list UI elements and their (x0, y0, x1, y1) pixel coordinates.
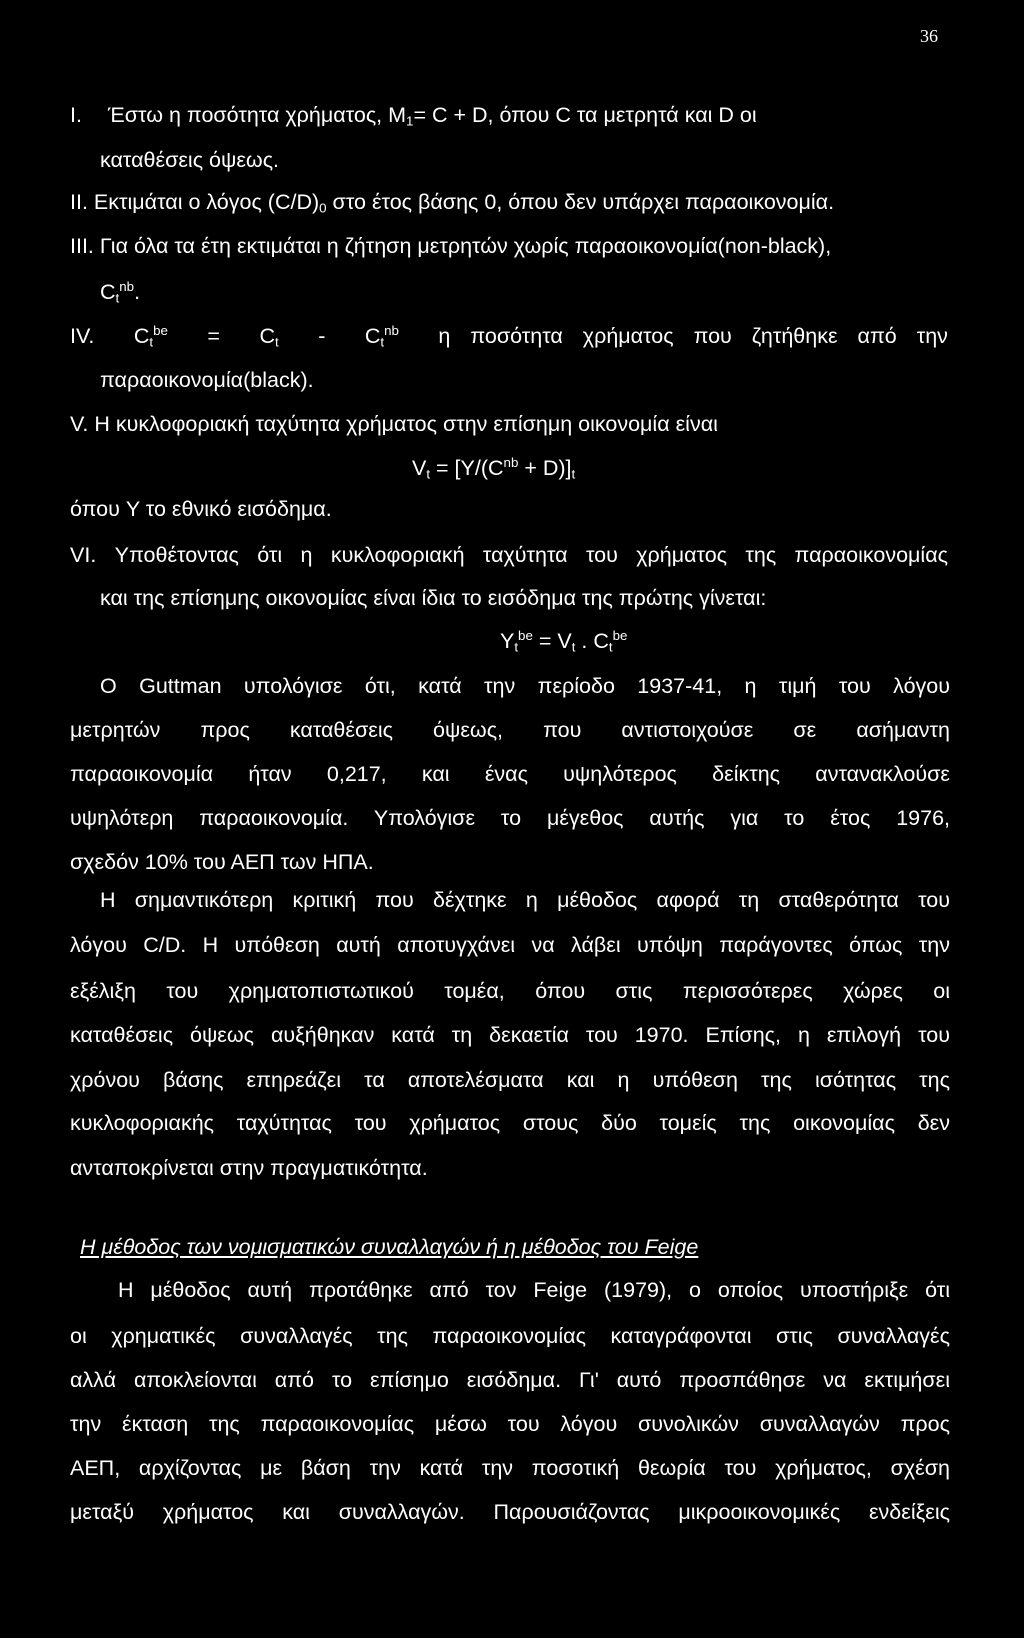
list-item-5-line-2: όπου Y το εθνικό εισόδημα. (70, 497, 332, 521)
list-item-text: η ποσότητα χρήματος που ζητήθηκε από την (438, 324, 948, 348)
symbol-ct (259, 326, 278, 348)
symbol-ct-nb (364, 323, 399, 350)
subscript: t (571, 639, 576, 655)
paragraph-3-line: αλλά αποκλείονται από το επίσημο εισόδημα. Γι' αυτό προσπάθησε να εκτιμήσει (70, 1368, 950, 1392)
paragraph-3-line: ΑΕΠ, αρχίζοντας με βάση την κατά την ποσοτική θεωρία του χρήματος, σχέση (70, 1456, 950, 1480)
list-item-3 (70, 236, 831, 258)
superscript: be (612, 628, 628, 644)
list-item-4 (70, 323, 948, 350)
superscript: nb (119, 279, 135, 295)
paragraph-2-line: ανταποκρίνεται στην πραγματικότητα. (70, 1156, 428, 1180)
subscript: t (426, 466, 431, 482)
symbol-y: Y (500, 629, 515, 653)
section-heading: Η μέθοδος των νομισματικών συναλλαγών ή η μέθοδος του Feige (80, 1235, 699, 1259)
superscript: be (518, 628, 533, 644)
minus-sign: - (318, 324, 326, 348)
list-item-text-tail: στο έτος βάσης 0, όπου δεν υπάρχει παραοικονομία. (326, 190, 835, 214)
paragraph-3-line: οι χρηματικές συναλλαγές της παραοικονομίας καταγράφονται στις συναλλαγές (70, 1324, 950, 1348)
subscript: t (115, 290, 120, 306)
paragraph-3-line: Η μέθοδος αυτή προτάθηκε από τον Feige (1979), ο οποίος υποστήριξε ότι (118, 1278, 950, 1302)
m-subscript: 1 (406, 113, 414, 129)
superscript: be (153, 323, 168, 339)
list-item-1-line-2: καταθέσεις όψεως. (100, 148, 280, 172)
subscript: t (274, 334, 279, 350)
superscript: nb (384, 323, 399, 339)
list-item-text: Υποθέτοντας ότι η κυκλοφοριακή ταχύτητα του χρήματος της παραοικονομίας (114, 543, 948, 567)
list-item-4-line-2: παραοικονομία(black). (100, 368, 314, 392)
symbol-c: C (259, 324, 275, 348)
symbol-c: C (100, 280, 116, 304)
superscript: nb (503, 455, 519, 471)
paragraph-2-line: κυκλοφοριακής ταχύτητας του χρήματος στους δύο τομείς της οικονομίας δεν (70, 1111, 950, 1135)
paragraph-1-line: μετρητών προς καταθέσεις όψεως, που αντιστοιχούσε σε ασήμαντη (70, 718, 950, 742)
subscript: 0 (319, 200, 327, 216)
paragraph-3-line: μεταξύ χρήματος και συναλλαγών. Παρουσιάζοντας μικροοικονομικές ενδείξεις (70, 1500, 950, 1524)
symbol-c: C (133, 324, 150, 348)
list-item-text: Εκτιμάται ο λόγος (C/D) (93, 190, 320, 214)
subscript: t (380, 334, 385, 350)
subscript: t (514, 639, 519, 655)
formula-text: = [Y/(C (430, 456, 504, 480)
paragraph-2-line: Η σημαντικότερη κριτική που δέχτηκε η μέθοδος αφορά τη σταθερότητα του (100, 888, 950, 912)
paragraph-1-line: Ο Guttman υπολόγισε ότι, κατά την περίοδο 1937-41, η τιμή του λόγου (100, 674, 950, 698)
list-item-3-line-2 (100, 279, 141, 306)
list-item-6-line-2: και της επίσημης οικονομίας είναι ίδια το εισόδημα της πρώτης γίνεται: (100, 586, 767, 610)
period: . (134, 280, 141, 304)
list-item-1 (70, 105, 757, 127)
paragraph-3-line: την έκταση της παραοικονομίας μέσω του λόγου συνολικών συναλλαγών προς (70, 1412, 950, 1436)
list-item-text: Η κυκλοφοριακή ταχύτητα χρήματος στην επίσημη οικονομία είναι (94, 412, 718, 436)
subscript: t (608, 639, 613, 655)
paragraph-2-line: λόγου C/D. Η υπόθεση αυτή αποτυγχάνει να λάβει υπόψη παράγοντες όπως την (70, 933, 950, 957)
list-item-number: V. (70, 412, 89, 436)
list-item-number: III. (70, 234, 94, 258)
income-formula (500, 628, 628, 655)
list-item-number: IV. (70, 324, 95, 348)
list-item-text-tail: = C + D, όπου C τα μετρητά και D οι (413, 103, 757, 127)
list-item-number: VI. (70, 543, 97, 567)
subscript: t (571, 466, 576, 482)
symbol-v: V (412, 456, 427, 480)
paragraph-1-line: σχεδόν 10% του ΑΕΠ των ΗΠΑ. (70, 850, 374, 874)
list-item-text: Έστω η ποσότητα χρήματος, M (107, 103, 407, 127)
symbol-ct-be (133, 323, 168, 350)
subscript: t (149, 334, 154, 350)
equals-sign: = (207, 324, 220, 348)
paragraph-2-line: χρόνου βάσης επηρεάζει τα αποτελέσματα και η υπόθεση της ισότητας της (70, 1068, 950, 1092)
formula-text: = V (532, 629, 572, 653)
list-item-text: Για όλα τα έτη εκτιμάται η ζήτηση μετρητών χωρίς παραοικονομία(non-black), (99, 234, 832, 258)
formula-text: . C (575, 629, 609, 653)
list-item-number: I. (70, 103, 82, 127)
list-item-5 (70, 414, 718, 436)
formula-text: + D)] (518, 456, 572, 480)
paragraph-2-line: καταθέσεις όψεως αυξήθηκαν κατά τη δεκαετία του 1970. Επίσης, η επιλογή του (70, 1023, 950, 1047)
list-item-number: II. (70, 190, 88, 214)
paragraph-1-line: παραοικονομία ήταν 0,217, και ένας υψηλότερος δείκτης αντανακλούσε (70, 762, 950, 786)
page-number: 36 (920, 26, 938, 46)
list-item-6 (70, 545, 948, 567)
list-item-2 (70, 192, 834, 214)
paragraph-1-line: υψηλότερη παραοικονομία. Υπολόγισε το μέγεθος αυτής για το έτος 1976, (70, 806, 950, 830)
paragraph-2-line: εξέλιξη του χρηματοπιστωτικού τομέα, όπου στις περισσότερες χώρες οι (70, 979, 950, 1003)
symbol-c: C (364, 324, 381, 348)
velocity-formula (412, 455, 576, 482)
